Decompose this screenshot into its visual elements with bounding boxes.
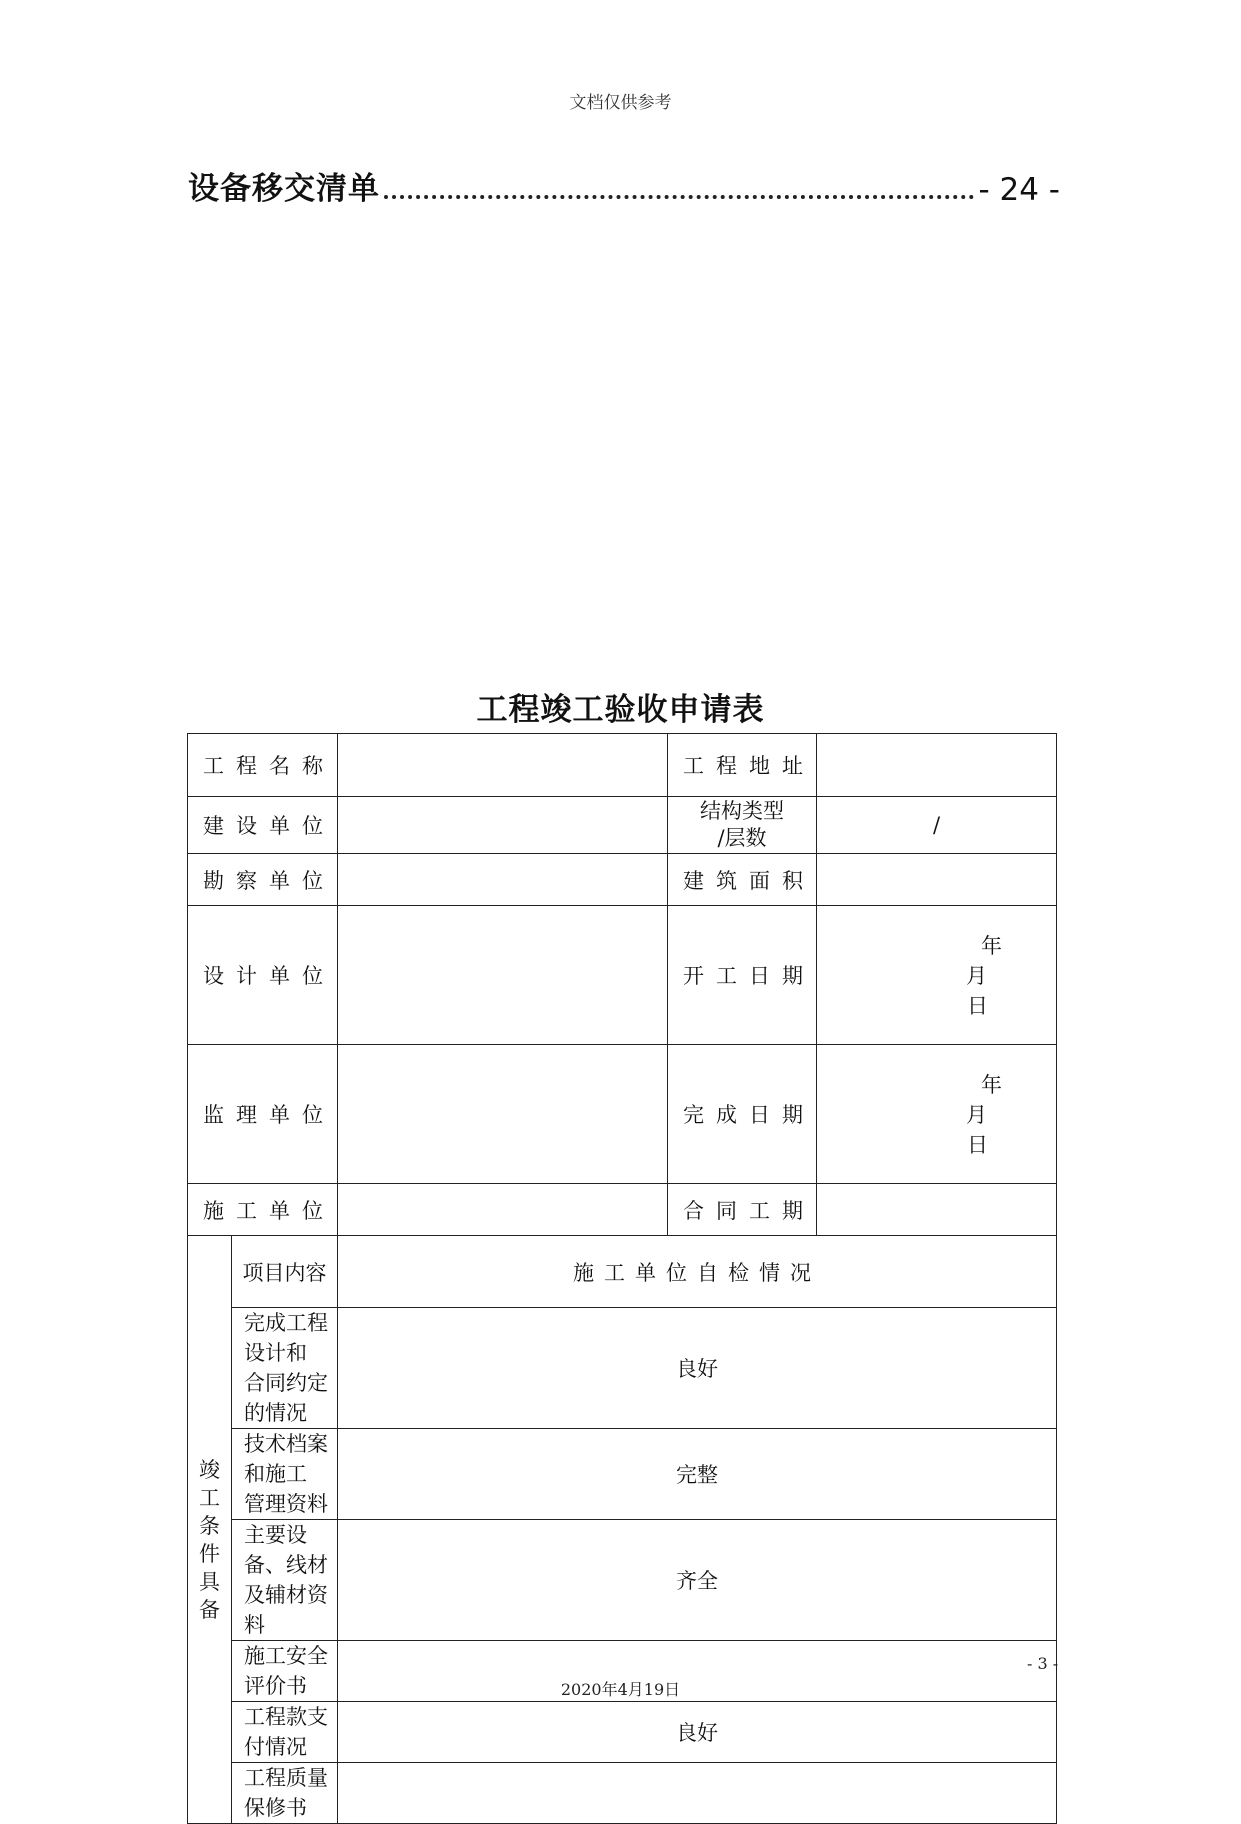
condition-item-line1: 完成工程设计和 [244,1311,328,1365]
supervision-unit-label: 监理单位 [188,1045,338,1184]
condition-status[interactable]: 良好 [338,1308,1057,1429]
completion-conditions-section-label [188,1236,232,1824]
start-date-year: 年 [981,934,1003,958]
condition-row [188,1308,1057,1429]
supervision-unit-value[interactable] [338,1045,668,1184]
acceptance-application-form [187,733,1057,1824]
condition-item-line2: 合同约定的情况 [244,1371,328,1425]
condition-item-line1: 技术档案和施工 [244,1432,328,1486]
section-label-char: 条 [199,1513,220,1538]
design-unit-label: 设计单位 [188,906,338,1045]
condition-item-line2: 管理资料 [244,1492,328,1516]
section-label-char: 备 [199,1597,220,1622]
completion-date-day: 日 [967,1133,989,1157]
page-number: - 3 - [1027,1654,1059,1673]
condition-status[interactable]: 良好 [338,1702,1057,1763]
toc-entry[interactable] [188,162,1060,208]
toc-entry-title: 设备移交清单 [188,171,380,207]
survey-unit-label: 勘察单位 [188,854,338,906]
section-label-char: 竣 [199,1457,220,1482]
condition-item [232,1308,338,1429]
project-name-label: 工程名称 [188,734,338,797]
section-label-char: 具 [199,1569,220,1594]
completion-date-year: 年 [981,1073,1003,1097]
condition-status[interactable]: 齐全 [338,1520,1057,1641]
structure-type-value[interactable]: / [817,797,1057,854]
condition-item-line2: 及辅材资料 [244,1583,328,1637]
footer-date: 2020年4月19日 [560,1680,681,1699]
condition-item: 工程质量保修书 [232,1763,338,1824]
condition-item [232,1429,338,1520]
info-row [188,1045,1057,1184]
contractor-unit-value[interactable] [338,1184,668,1236]
condition-row [188,1702,1057,1763]
section-label-char: 工 [199,1485,220,1510]
project-address-label: 工程地址 [668,734,817,797]
building-area-value[interactable] [817,854,1057,906]
header-note: 文档仅供参考 [569,93,672,113]
project-address-value[interactable] [817,734,1057,797]
completion-date-value[interactable] [817,1045,1057,1184]
survey-unit-value[interactable] [338,854,668,906]
start-date-label: 开工日期 [668,906,817,1045]
condition-item: 施工安全评价书 [232,1641,338,1702]
condition-status[interactable]: 完整 [338,1429,1057,1520]
item-content-header: 项目内容 [232,1236,338,1308]
toc-entry-page: - 24 - [978,172,1060,208]
start-date-value[interactable] [817,906,1057,1045]
info-row [188,906,1057,1045]
conditions-header-row [188,1236,1057,1308]
construction-unit-label: 建设单位 [188,797,338,854]
condition-row [188,1429,1057,1520]
contractor-unit-label: 施工单位 [188,1184,338,1236]
info-row [188,797,1057,854]
condition-status[interactable] [338,1763,1057,1824]
contract-period-label: 合同工期 [668,1184,817,1236]
condition-row [188,1520,1057,1641]
info-row [188,854,1057,906]
condition-row [188,1763,1057,1824]
contract-period-value[interactable] [817,1184,1057,1236]
start-date-month: 月 [966,964,988,988]
toc-leader-dots [384,195,974,199]
form-title: 工程竣工验收申请表 [476,692,765,728]
structure-type-label-line2: /层数 [717,826,767,850]
start-date-day: 日 [967,994,989,1018]
completion-date-month: 月 [966,1103,988,1127]
structure-type-label-line1: 结构类型 [700,799,784,823]
condition-item-line1: 主要设备、线材 [244,1523,328,1577]
building-area-label: 建筑面积 [668,854,817,906]
self-check-header: 施工单位自检情况 [338,1236,1057,1308]
section-label-char: 件 [199,1541,220,1566]
condition-item: 工程款支付情况 [232,1702,338,1763]
condition-item [232,1520,338,1641]
info-row [188,734,1057,797]
structure-type-label [668,797,817,854]
construction-unit-value[interactable] [338,797,668,854]
completion-date-label: 完成日期 [668,1045,817,1184]
info-row [188,1184,1057,1236]
design-unit-value[interactable] [338,906,668,1045]
project-name-value[interactable] [338,734,668,797]
